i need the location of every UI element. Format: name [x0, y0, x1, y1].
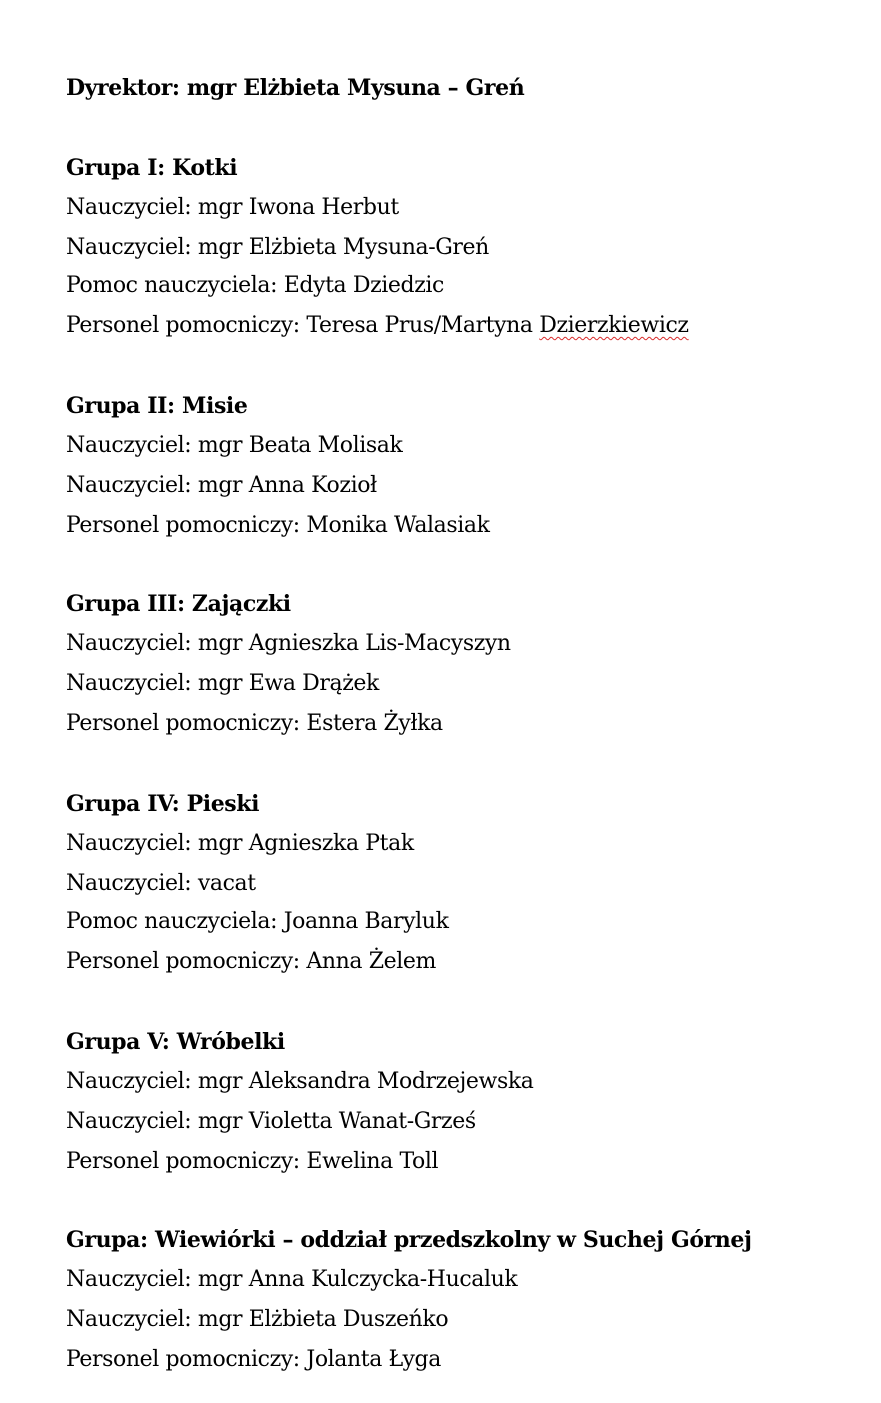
staff-line [66, 312, 689, 340]
staff-line: Nauczyciel: mgr Anna Kozioł [66, 473, 377, 498]
staff-line: Nauczyciel: mgr Beata Molisak [66, 433, 403, 458]
group-heading: Grupa III: Zajączki [66, 591, 291, 617]
staff-line: Nauczyciel: mgr Agnieszka Ptak [66, 831, 414, 856]
staff-line: Nauczyciel: mgr Elżbieta Duszeńko [66, 1307, 449, 1332]
staff-line: Pomoc nauczyciela: Edyta Dziedzic [66, 273, 444, 298]
staff-line: Personel pomocniczy: Anna Żelem [66, 949, 436, 974]
group-heading: Grupa II: Misie [66, 393, 248, 419]
staff-line: Personel pomocniczy: Ewelina Toll [66, 1149, 439, 1174]
staff-line: Nauczyciel: mgr Elżbieta Mysuna-Greń [66, 235, 489, 260]
staff-line: Nauczyciel: mgr Violetta Wanat-Grześ [66, 1109, 476, 1134]
staff-line: Nauczyciel: vacat [66, 871, 256, 896]
group-heading: Grupa IV: Pieski [66, 791, 260, 817]
group-heading: Grupa I: Kotki [66, 155, 238, 181]
staff-line: Personel pomocniczy: Jolanta Łyga [66, 1347, 441, 1372]
staff-line: Nauczyciel: mgr Ewa Drążek [66, 671, 379, 696]
staff-line: Nauczyciel: mgr Aleksandra Modrzejewska [66, 1069, 534, 1094]
staff-line: Pomoc nauczyciela: Joanna Baryluk [66, 909, 449, 934]
group-heading: Grupa V: Wróbelki [66, 1029, 285, 1055]
staff-line: Nauczyciel: mgr Agnieszka Lis-Macyszyn [66, 631, 511, 656]
staff-line: Personel pomocniczy: Estera Żyłka [66, 711, 443, 736]
staff-line-text: Personel pomocniczy: Teresa Prus/Martyna [66, 313, 540, 338]
staff-line: Nauczyciel: mgr Iwona Herbut [66, 195, 399, 220]
spellcheck-flagged-word[interactable]: Dzierzkiewicz [539, 313, 689, 338]
director-line: Dyrektor: mgr Elżbieta Mysuna – Greń [66, 75, 525, 101]
staff-line: Nauczyciel: mgr Anna Kulczycka-Hucaluk [66, 1267, 518, 1292]
group-heading: Grupa: Wiewiórki – oddział przedszkolny w Suchej Górnej [66, 1227, 752, 1253]
staff-line: Personel pomocniczy: Monika Walasiak [66, 513, 490, 538]
